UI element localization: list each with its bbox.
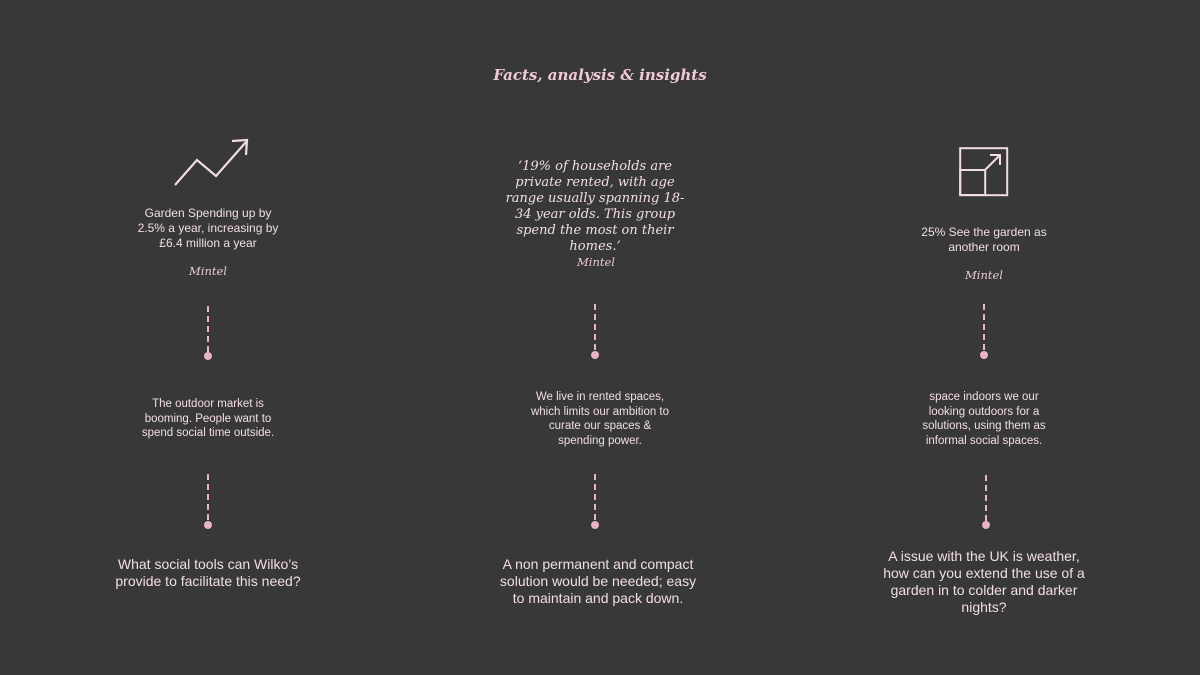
- fact-text: 25% See the garden as another room: [921, 225, 1047, 254]
- dashed-connector: [207, 306, 211, 352]
- fact-text: Garden Spending up by 2.5% a year, increasing by £6.4 million a year: [137, 206, 279, 250]
- connector-dot: [591, 351, 599, 359]
- insight-text: A non permanent and compact solution would be needed; easy to maintain and pack down.: [499, 556, 697, 606]
- dashed-connector: [985, 475, 989, 521]
- connector-dot: [204, 352, 212, 360]
- connector-dot: [982, 521, 990, 529]
- quote-text: ‘19% of households are private rented, with age range usually spanning 18-34 year olds. This group spend the most on their homes.’: [505, 159, 685, 254]
- connector-dot: [591, 521, 599, 529]
- source-label: Mintel: [577, 255, 615, 269]
- source-label: Mintel: [965, 268, 1003, 282]
- insight-text: What social tools can Wilko’s provide to facilitate this need?: [115, 556, 301, 589]
- dashed-connector: [207, 474, 211, 520]
- analysis-text: space indoors we our looking outdoors for a solutions, using them as informal social spaces.: [922, 391, 1046, 447]
- analysis-text: The outdoor market is booming. People want to spend social time outside.: [141, 398, 275, 439]
- analysis-text: We live in rented spaces, which limits our ambition to curate our spaces & spending power.: [530, 391, 670, 447]
- source-label: Mintel: [189, 264, 227, 278]
- expand-square-icon: [959, 147, 1009, 197]
- connector-dot: [204, 521, 212, 529]
- dashed-connector: [983, 304, 987, 350]
- trend-up-arrow-icon: [172, 136, 252, 188]
- page-title: Facts, analysis & insights: [493, 66, 707, 84]
- dashed-connector: [594, 304, 598, 350]
- insight-text: A issue with the UK is weather, how can you extend the use of a garden in to colder and darker nights?: [883, 548, 1085, 615]
- connector-dot: [980, 351, 988, 359]
- dashed-connector: [594, 474, 598, 520]
